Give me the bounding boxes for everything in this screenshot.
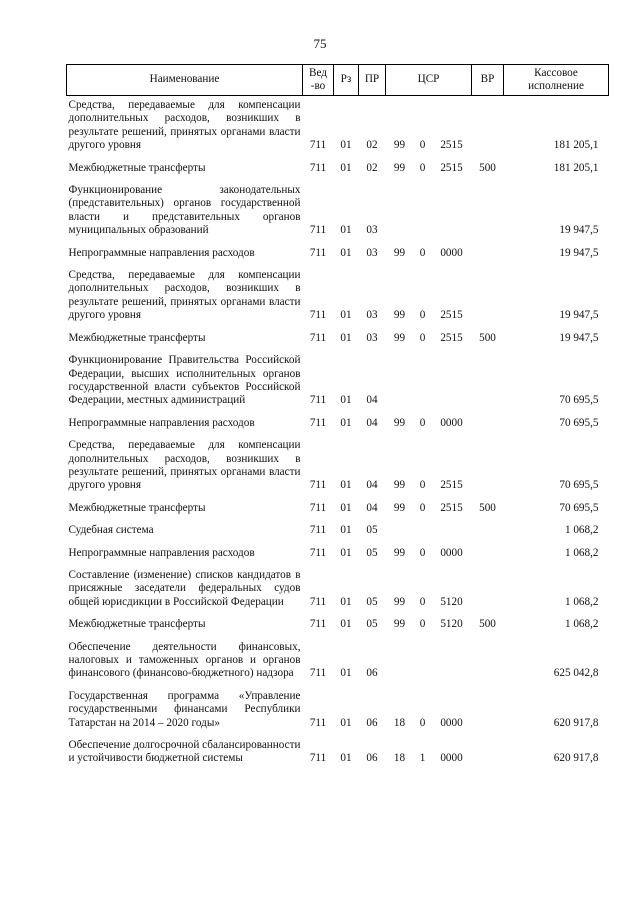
row-pr: 04 <box>366 501 378 514</box>
row-rz: 01 <box>340 667 352 680</box>
row-csr-program: 99 <box>393 246 406 259</box>
row-csr-direction: 2515 <box>440 479 463 492</box>
row-name: Составление (изменение) списков кандидатов в присяжные заседатели федеральных судов общей юрисдикции в Российской Федерации <box>68 568 301 608</box>
row-ved: 711 <box>309 595 327 608</box>
table-row <box>67 544 609 566</box>
row-csr-subprogram: 0 <box>419 479 426 492</box>
row-pr: 05 <box>366 524 378 537</box>
row-pr: 05 <box>366 618 378 631</box>
row-pr: 05 <box>366 546 378 559</box>
row-vr <box>472 544 504 566</box>
budget-table <box>66 64 609 772</box>
row-csr-direction <box>432 638 472 687</box>
row-amount: 19 947,5 <box>559 246 599 259</box>
row-csr-program <box>386 638 414 687</box>
row-vr: 500 <box>479 501 496 514</box>
row-pr: 06 <box>366 752 378 765</box>
row-csr-program: 99 <box>393 161 406 174</box>
row-amount: 625 042,8 <box>553 667 599 680</box>
row-csr-program: 99 <box>393 416 406 429</box>
row-pr: 03 <box>366 309 378 322</box>
row-rz: 01 <box>340 139 352 152</box>
table-header <box>67 65 609 96</box>
row-amount: 1 068,2 <box>564 524 599 537</box>
table-row <box>67 566 609 615</box>
header-vr: ВР <box>472 65 504 96</box>
row-ved: 711 <box>309 667 327 680</box>
row-ved: 711 <box>309 501 327 514</box>
row-rz: 01 <box>340 618 352 631</box>
row-csr-program: 99 <box>393 139 406 152</box>
row-rz: 01 <box>340 309 352 322</box>
row-vr <box>472 96 504 159</box>
row-amount: 70 695,5 <box>559 394 599 407</box>
row-vr: 500 <box>479 618 496 631</box>
row-name: Средства, передаваемые для компенсации дополнительных расходов, возникших в результате решений, принятых органами власти другого уровня <box>68 99 301 152</box>
row-rz: 01 <box>340 752 352 765</box>
row-csr-subprogram <box>414 521 432 543</box>
row-csr-program: 18 <box>393 716 406 729</box>
row-csr-program: 99 <box>393 546 406 559</box>
row-name: Межбюджетные трансферты <box>68 161 206 174</box>
header-rz: Рз <box>334 65 359 96</box>
row-vr <box>472 436 504 499</box>
row-csr-subprogram <box>414 351 432 414</box>
table-row <box>67 499 609 521</box>
row-amount: 181 205,1 <box>553 161 599 174</box>
row-name: Непрограммные направления расходов <box>68 416 255 429</box>
row-name: Государственная программа «Управление государственными финансами Республики Татарстан на 2014 – 2020 годы» <box>68 689 301 729</box>
table-row <box>67 687 609 736</box>
row-vr <box>472 414 504 436</box>
row-amount: 19 947,5 <box>559 309 599 322</box>
row-vr <box>472 181 504 244</box>
row-csr-subprogram: 0 <box>419 161 426 174</box>
row-rz: 01 <box>340 246 352 259</box>
row-amount: 19 947,5 <box>559 331 599 344</box>
row-csr-program: 18 <box>393 752 406 765</box>
row-csr-direction: 0000 <box>440 716 463 729</box>
row-rz: 01 <box>340 479 352 492</box>
row-csr-program: 99 <box>393 331 406 344</box>
row-csr-subprogram: 1 <box>419 752 426 765</box>
row-vr <box>472 638 504 687</box>
row-name: Межбюджетные трансферты <box>68 331 206 344</box>
table-row <box>67 181 609 244</box>
row-vr <box>472 244 504 266</box>
table-row <box>67 736 609 772</box>
table-row <box>67 266 609 329</box>
row-pr: 04 <box>366 479 378 492</box>
row-csr-subprogram: 0 <box>419 501 426 514</box>
table-row <box>67 414 609 436</box>
row-pr: 06 <box>366 716 378 729</box>
row-rz: 01 <box>340 524 352 537</box>
row-pr: 04 <box>366 416 378 429</box>
row-vr <box>472 351 504 414</box>
row-csr-direction: 2515 <box>440 331 463 344</box>
row-pr: 03 <box>366 331 378 344</box>
table-row <box>67 244 609 266</box>
row-ved: 711 <box>309 416 327 429</box>
header-amount: Кассовое исполнение <box>504 65 609 96</box>
row-name: Средства, передаваемые для компенсации дополнительных расходов, возникших в результате решений, принятых органами власти другого уровня <box>68 269 301 322</box>
row-amount: 1 068,2 <box>564 546 599 559</box>
row-vr <box>472 736 504 772</box>
row-amount: 19 947,5 <box>559 224 599 237</box>
row-rz: 01 <box>340 416 352 429</box>
row-csr-subprogram <box>414 181 432 244</box>
row-csr-subprogram: 0 <box>419 716 426 729</box>
row-pr: 03 <box>366 224 378 237</box>
row-pr: 04 <box>366 394 378 407</box>
row-csr-direction: 0000 <box>440 246 463 259</box>
row-name: Обеспечение деятельности финансовых, налоговых и таможенных органов и органов финансового (финансово-бюджетного) надзора <box>68 640 301 680</box>
row-vr: 500 <box>479 161 496 174</box>
row-csr-program: 99 <box>393 309 406 322</box>
row-csr-subprogram: 0 <box>419 416 426 429</box>
row-csr-subprogram: 0 <box>419 546 426 559</box>
header-csr: ЦСР <box>386 65 472 96</box>
row-csr-direction <box>432 351 472 414</box>
row-ved: 711 <box>309 246 327 259</box>
row-csr-direction: 5120 <box>440 595 463 608</box>
row-csr-subprogram <box>414 638 432 687</box>
row-rz: 01 <box>340 501 352 514</box>
row-vr <box>472 687 504 736</box>
row-csr-program: 99 <box>393 479 406 492</box>
table-body <box>67 96 609 772</box>
row-pr: 05 <box>366 595 378 608</box>
row-csr-program <box>386 181 414 244</box>
row-amount: 1 068,2 <box>564 618 599 631</box>
row-csr-subprogram: 0 <box>419 139 426 152</box>
table-row <box>67 436 609 499</box>
row-ved: 711 <box>309 224 327 237</box>
row-name: Функционирование законодательных (представительных) органов государственной власти и представительных органов муниципальных образований <box>68 184 301 237</box>
row-rz: 01 <box>340 161 352 174</box>
row-ved: 711 <box>309 546 327 559</box>
row-csr-program: 99 <box>393 595 406 608</box>
row-csr-direction: 2515 <box>440 161 463 174</box>
table-row <box>67 638 609 687</box>
row-ved: 711 <box>309 309 327 322</box>
row-amount: 70 695,5 <box>559 479 599 492</box>
row-name: Межбюджетные трансферты <box>68 618 206 631</box>
row-name: Судебная система <box>68 524 154 537</box>
row-ved: 711 <box>309 161 327 174</box>
table-row <box>67 351 609 414</box>
row-rz: 01 <box>340 331 352 344</box>
row-csr-direction: 0000 <box>440 546 463 559</box>
row-amount: 70 695,5 <box>559 416 599 429</box>
row-ved: 711 <box>309 752 327 765</box>
row-csr-program: 99 <box>393 618 406 631</box>
row-amount: 620 917,8 <box>553 752 599 765</box>
row-csr-subprogram: 0 <box>419 331 426 344</box>
row-csr-direction: 0000 <box>440 416 463 429</box>
row-vr <box>472 521 504 543</box>
row-vr <box>472 566 504 615</box>
table-row <box>67 329 609 351</box>
header-ved: Вед-во <box>303 65 334 96</box>
row-rz: 01 <box>340 546 352 559</box>
header-pr: ПР <box>359 65 386 96</box>
row-rz: 01 <box>340 394 352 407</box>
row-ved: 711 <box>309 716 327 729</box>
row-amount: 70 695,5 <box>559 501 599 514</box>
row-pr: 06 <box>366 667 378 680</box>
row-name: Средства, передаваемые для компенсации дополнительных расходов, возникших в результате решений, принятых органами власти другого уровня <box>68 439 301 492</box>
table-row <box>67 159 609 181</box>
row-vr: 500 <box>479 331 496 344</box>
table-row <box>67 615 609 637</box>
row-csr-program: 99 <box>393 501 406 514</box>
row-pr: 02 <box>366 161 378 174</box>
row-csr-subprogram: 0 <box>419 595 426 608</box>
row-csr-program <box>386 351 414 414</box>
header-name: Наименование <box>67 65 303 96</box>
row-name: Межбюджетные трансферты <box>68 501 206 514</box>
row-name: Непрограммные направления расходов <box>68 546 255 559</box>
row-name: Непрограммные направления расходов <box>68 246 255 259</box>
row-ved: 711 <box>309 479 327 492</box>
row-rz: 01 <box>340 224 352 237</box>
row-csr-direction <box>432 521 472 543</box>
row-vr <box>472 266 504 329</box>
row-amount: 181 205,1 <box>553 139 599 152</box>
row-csr-subprogram: 0 <box>419 309 426 322</box>
page-number: 75 <box>313 36 327 51</box>
row-csr-direction: 5120 <box>440 618 463 631</box>
row-csr-direction: 2515 <box>440 139 463 152</box>
row-amount: 620 917,8 <box>553 716 599 729</box>
row-ved: 711 <box>309 139 327 152</box>
row-ved: 711 <box>309 618 327 631</box>
row-ved: 711 <box>309 394 327 407</box>
row-rz: 01 <box>340 716 352 729</box>
row-ved: 711 <box>309 331 327 344</box>
row-csr-subprogram: 0 <box>419 618 426 631</box>
row-ved: 711 <box>309 524 327 537</box>
row-amount: 1 068,2 <box>564 595 599 608</box>
row-pr: 03 <box>366 246 378 259</box>
row-csr-subprogram: 0 <box>419 246 426 259</box>
row-pr: 02 <box>366 139 378 152</box>
row-name: Обеспечение долгосрочной сбалансированности и устойчивости бюджетной системы <box>68 739 301 765</box>
row-csr-direction <box>432 181 472 244</box>
table-row <box>67 521 609 543</box>
row-csr-direction: 2515 <box>440 501 463 514</box>
row-csr-program <box>386 521 414 543</box>
row-name: Функционирование Правительства Российской Федерации, высших исполнительных органов государственной власти субъектов Российской Федерации, местных администраций <box>68 354 301 407</box>
row-csr-direction: 2515 <box>440 309 463 322</box>
row-csr-direction: 0000 <box>440 752 463 765</box>
table-row <box>67 96 609 159</box>
row-rz: 01 <box>340 595 352 608</box>
